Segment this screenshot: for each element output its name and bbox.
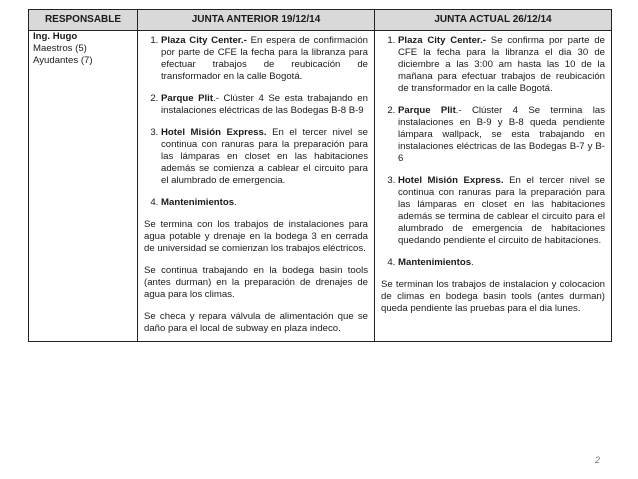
list-item — [398, 105, 605, 165]
responsable-ayudantes: Ayudantes (7) — [33, 55, 93, 66]
header-row — [29, 10, 612, 31]
responsable-name: Ing. Hugo — [33, 31, 78, 42]
report-table — [28, 9, 612, 342]
header-junta-actual: JUNTA ACTUAL 26/12/14 — [375, 10, 612, 31]
item-heading: Hotel Misión Express. — [398, 175, 504, 186]
paragraph: Se terminan los trabajos de instalacion y colocacion de climas en bodega basin tools (antes durman) queda pendiente las pruebas para el dia lunes. — [381, 279, 605, 314]
item-heading: Plaza City Center.- — [398, 35, 486, 46]
item-text: En espera de confirmación por parte de CFE la fecha para la libranza para efectuar trabajos de reubicación de transformador en la calle Bogotá. — [161, 35, 368, 82]
header-responsable: RESPONSABLE — [29, 10, 138, 31]
list-item — [398, 175, 605, 247]
actual-list — [381, 35, 605, 269]
anterior-list — [144, 35, 368, 209]
list-item — [161, 197, 368, 209]
list-item — [398, 35, 605, 95]
item-text: .- Clúster 4 Se termina las instalaciones en B-9 y B-8 quedа pendiente lámpara wallpack, se esta trabajando en instalaciones eléctricas de las Bodegas B-7 y B-6 — [398, 105, 605, 164]
junta-anterior-cell — [138, 31, 375, 342]
table-row — [29, 31, 612, 342]
item-heading: Parque Plit — [161, 93, 214, 104]
item-heading: Parque Plit — [398, 105, 456, 116]
responsable-maestros: Maestros (5) — [33, 43, 87, 54]
item-heading: Plaza City Center.- — [161, 35, 247, 46]
item-text: .- Clúster 4 Se esta trabajando en instalaciones eléctricas de las Bodegas B-8 B-9 — [161, 93, 368, 116]
junta-actual-cell — [375, 31, 612, 342]
paragraph: Se checa y repara válvula de alimentación que se daño para el local de subway en plaza indeco. — [144, 311, 368, 334]
list-item — [398, 257, 605, 269]
page-number: 2 — [594, 455, 600, 465]
responsable-cell — [29, 31, 138, 342]
paragraph: Se termina con los trabajos de instalaciones para agua potable y drenaje en la bodega 3 en cerrada de universidad se comienzan los trabajos eléctricos. — [144, 219, 368, 254]
item-heading: Hotel Misión Express. — [161, 127, 267, 138]
item-text: En el tercer nivel se continua con ranuras para la preparación para las lámparas en closet en las habitaciones además se termina de cablear el circuito para el alumbrado de emergencia de habitaciones quedando pendiente el circuito de habitaciones. — [398, 175, 606, 246]
list-item — [161, 93, 368, 117]
item-heading: Mantenimientos — [161, 197, 235, 208]
list-item — [161, 127, 368, 187]
item-text: Se confirma por parte de CFE la fecha para la libranza el dia 30 de diciembre a las 3:00 am hasta las 10 de la mañana para efectuar trabajos de reubicación de transformador en la calle Bogotá. — [398, 35, 605, 94]
item-text: En el tercer nivel se continua con ranuras para la preparación para las lámparas en closet en las habitaciones además se comienza a cablear el circuito para el alumbrado de emergencia. — [161, 127, 369, 186]
item-text: . — [234, 197, 237, 208]
header-junta-anterior: JUNTA ANTERIOR 19/12/14 — [138, 10, 375, 31]
item-text: . — [471, 257, 474, 268]
item-heading: Mantenimientos — [398, 257, 472, 268]
list-item — [161, 35, 368, 83]
paragraph: Se continua trabajando en la bodega basin tools (antes durman) en la preparación de drenajes de agua para los climas. — [144, 265, 368, 300]
